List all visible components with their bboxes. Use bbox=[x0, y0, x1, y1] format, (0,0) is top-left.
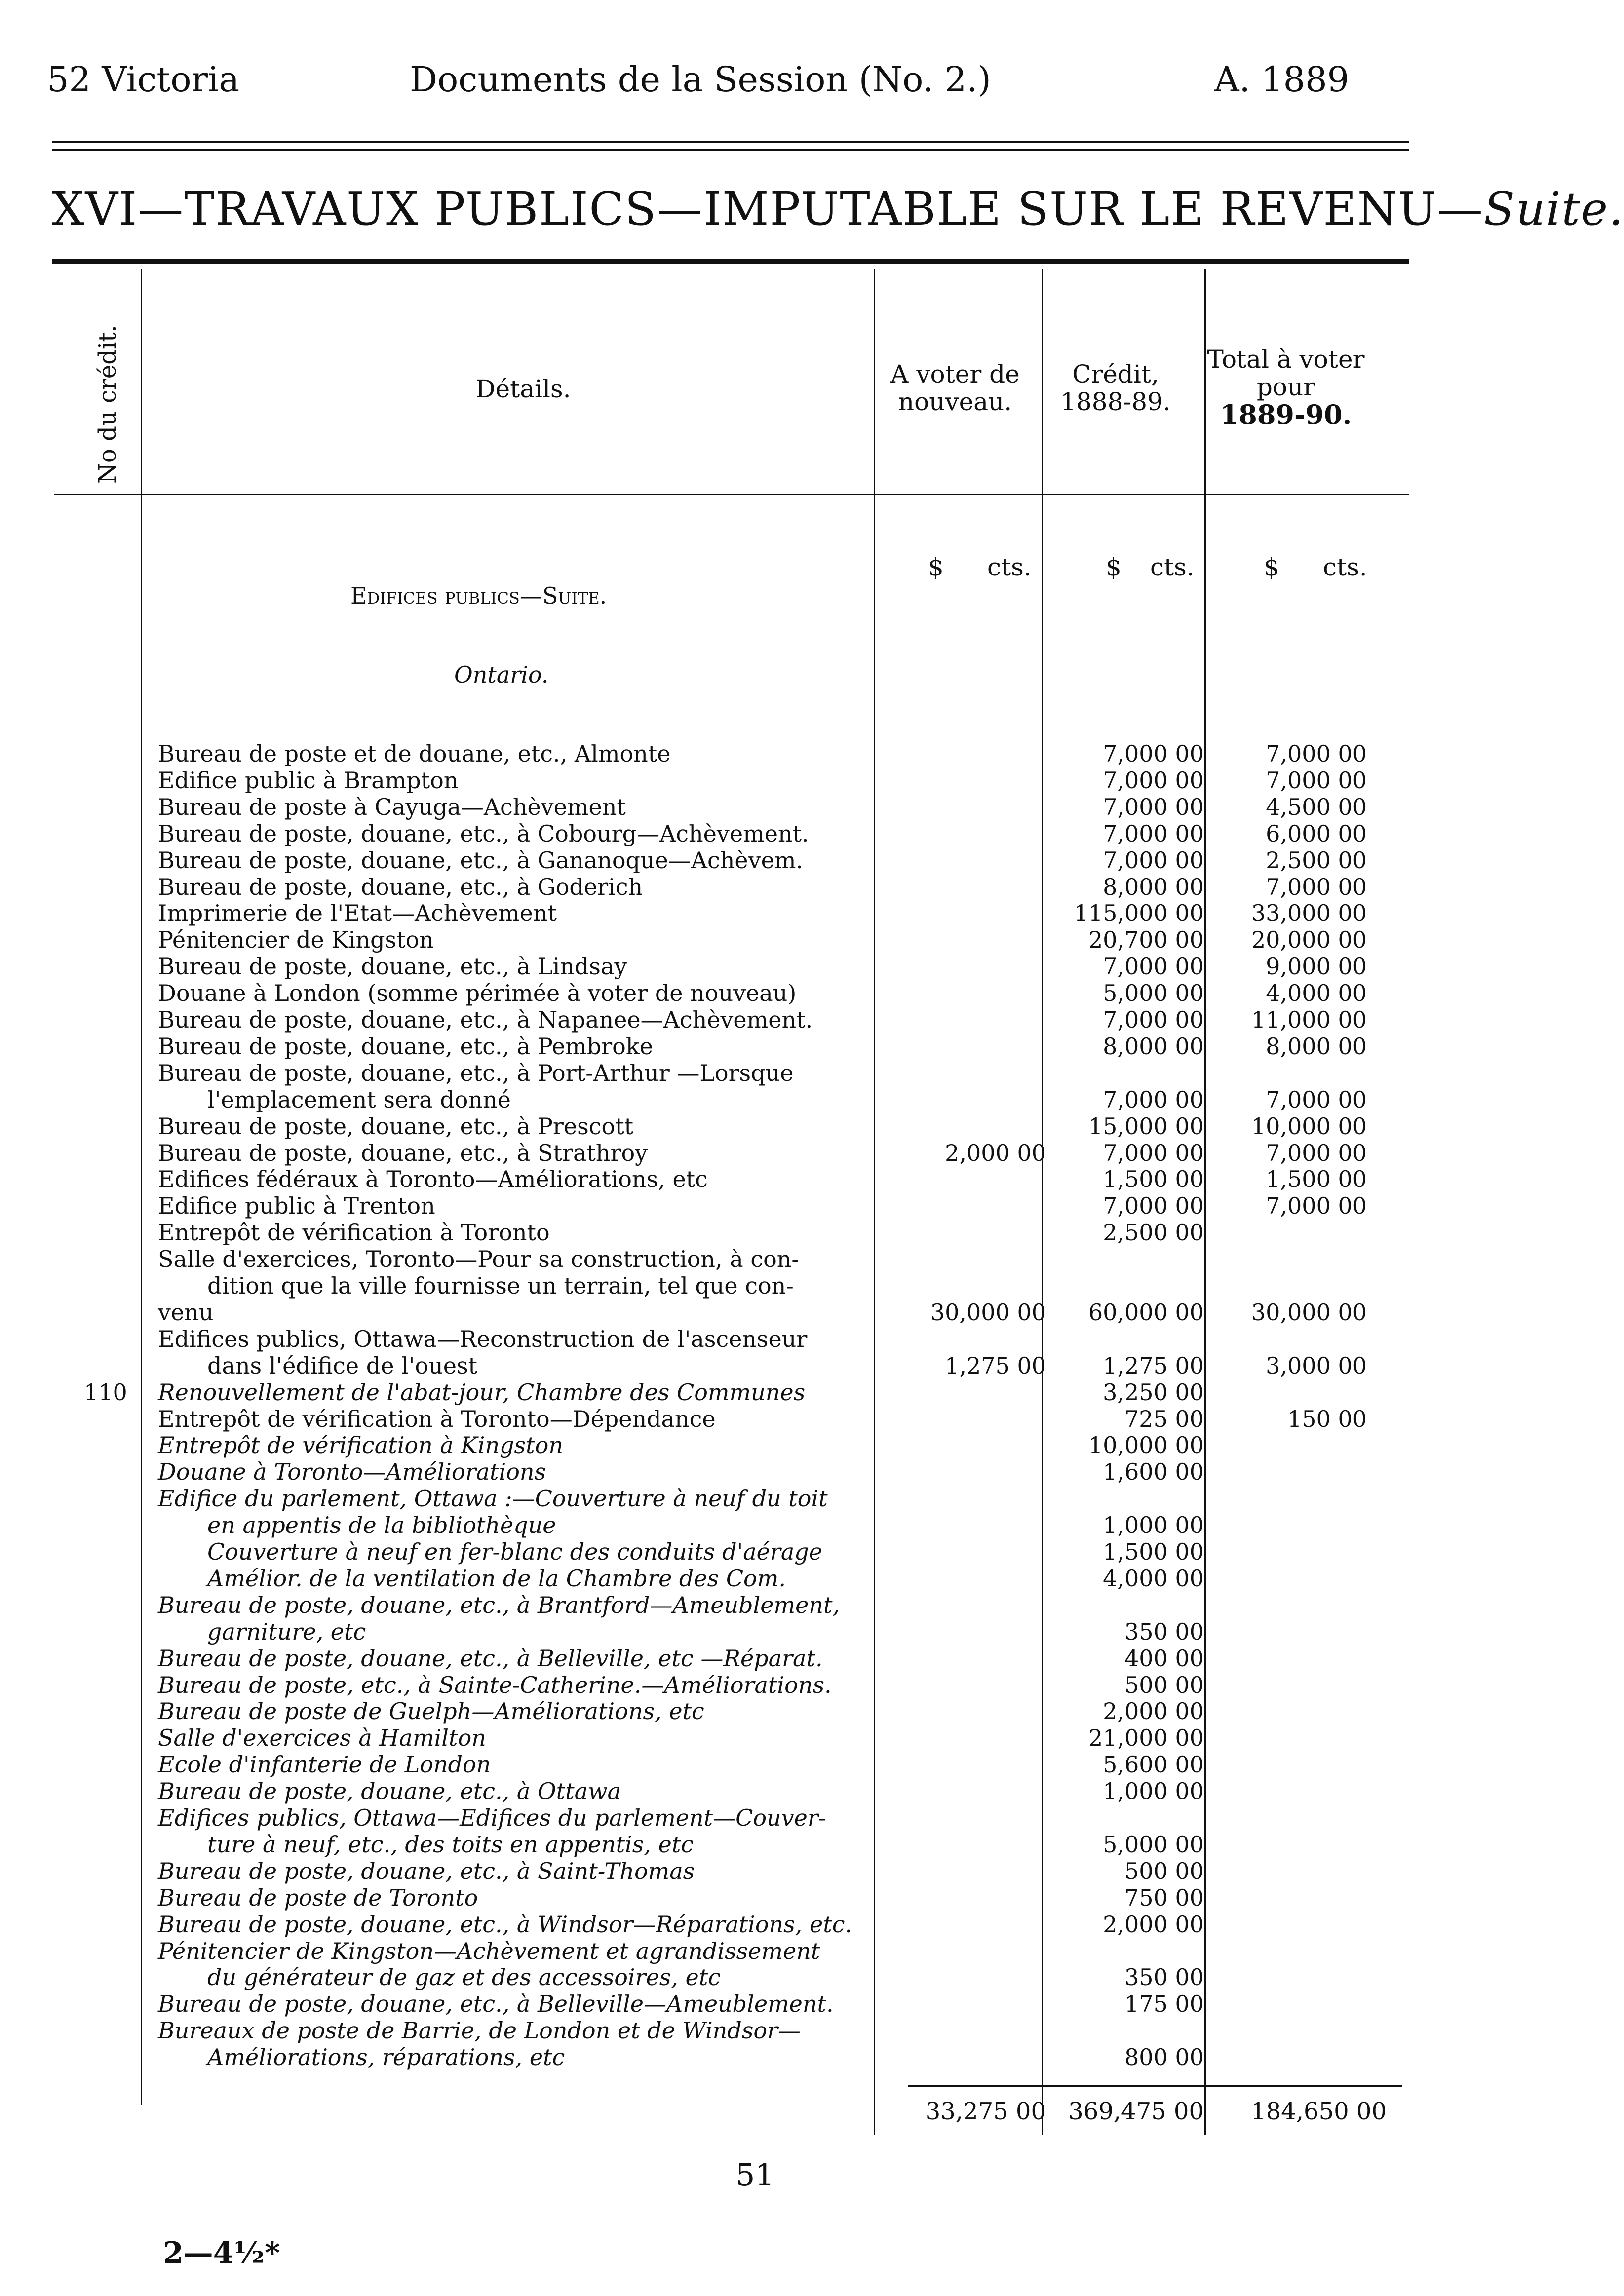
row-details-text: l'emplacement sera donné bbox=[207, 1086, 511, 1113]
row-details bbox=[158, 1884, 889, 1911]
row-value-credit: 115,000 00 bbox=[1074, 900, 1204, 927]
row-value-credit: 60,000 00 bbox=[1088, 1299, 1204, 1326]
row-details-text: Pénitencier de Kingston—Achèvement et agrandissement bbox=[158, 1937, 820, 1964]
row-details-text: Edifices publics, Ottawa—Reconstruction de l'ascenseur bbox=[158, 1325, 808, 1352]
row-details-text: Bureau de poste, douane, etc., à Prescott bbox=[158, 1112, 634, 1140]
row-value-credit: 1,000 00 bbox=[1103, 1778, 1204, 1805]
row-value-credit: 1,000 00 bbox=[1103, 1512, 1204, 1539]
footer-mark: 2—4½* bbox=[163, 2236, 280, 2270]
row-details bbox=[158, 1033, 889, 1060]
row-details-text: Bureau de poste, douane, etc., à Brantford—Ameublement, bbox=[158, 1591, 840, 1618]
title-suffix: Suite. bbox=[1483, 183, 1624, 235]
row-details-text: Renouvellement de l'abat-jour, Chambre des Communes bbox=[158, 1378, 806, 1406]
row-details-text: Bureau de poste de Guelph—Améliorations, etc bbox=[158, 1698, 704, 1725]
row-value-credit: 5,600 00 bbox=[1103, 1751, 1204, 1778]
row-details-text: Salle d'exercices à Hamilton bbox=[158, 1724, 486, 1752]
row-value-credit: 7,000 00 bbox=[1103, 766, 1204, 794]
table-row bbox=[0, 1645, 1461, 1671]
table-row bbox=[0, 953, 1461, 979]
row-details-text: Edifices fédéraux à Toronto—Améliorations, etc bbox=[158, 1166, 708, 1193]
row-details bbox=[158, 847, 889, 874]
row-details bbox=[158, 740, 889, 767]
row-details-text: Douane à Toronto—Améliorations bbox=[158, 1458, 546, 1486]
row-details-text: ture à neuf, etc., des toits en appentis, etc bbox=[207, 1831, 694, 1858]
row-value-total: 6,000 00 bbox=[1266, 820, 1367, 847]
row-value-credit: 400 00 bbox=[1124, 1645, 1204, 1672]
table-row bbox=[0, 1379, 1461, 1405]
table-row bbox=[0, 1246, 1461, 1272]
row-value-credit: 2,000 00 bbox=[1103, 1698, 1204, 1725]
column-num-header: No du crédit. bbox=[94, 325, 121, 484]
row-details bbox=[158, 900, 889, 926]
header-rule-top bbox=[52, 141, 1409, 143]
row-details bbox=[158, 1990, 889, 2017]
table-row bbox=[0, 820, 1461, 846]
row-details-text: en appentis de la bibliothèque bbox=[207, 1512, 556, 1539]
row-details bbox=[158, 1192, 889, 1219]
table-row bbox=[0, 1724, 1461, 1751]
column-total-header bbox=[1204, 345, 1367, 428]
row-details bbox=[207, 1964, 889, 1990]
row-value-credit: 2,500 00 bbox=[1103, 1219, 1204, 1246]
row-value-credit: 1,500 00 bbox=[1103, 1166, 1204, 1193]
header-left: 52 Victoria bbox=[47, 59, 240, 100]
row-details-text: Bureau de poste, douane, etc., à Port-Arthur —Lorsque bbox=[158, 1059, 794, 1086]
table-row bbox=[0, 1512, 1461, 1538]
row-details-text: Edifice public à Trenton bbox=[158, 1192, 435, 1220]
row-value-total: 9,000 00 bbox=[1266, 953, 1367, 980]
unit-dollar-b: $ bbox=[1106, 553, 1121, 581]
row-value-credit: 7,000 00 bbox=[1103, 846, 1204, 874]
table-row bbox=[0, 1299, 1461, 1325]
row-details bbox=[207, 1272, 889, 1299]
total-b: 369,475 00 bbox=[1068, 2098, 1204, 2125]
row-value-credit: 175 00 bbox=[1124, 1990, 1204, 2018]
column-credit-header: Crédit, 1888-89. bbox=[1060, 360, 1171, 416]
table-row bbox=[0, 900, 1461, 926]
row-value-credit: 800 00 bbox=[1124, 2044, 1204, 2071]
row-details-text: Bureaux de poste de Barrie, de London et de Windsor— bbox=[158, 2017, 801, 2044]
header-right: A. 1889 bbox=[1214, 59, 1350, 100]
row-value-total: 8,000 00 bbox=[1266, 1033, 1367, 1060]
row-value-credit: 15,000 00 bbox=[1088, 1112, 1204, 1140]
row-value-total: 4,000 00 bbox=[1266, 980, 1367, 1007]
row-details bbox=[158, 1432, 889, 1458]
row-details bbox=[158, 1006, 889, 1033]
header-center: Documents de la Session (No. 2.) bbox=[410, 59, 991, 100]
table-row bbox=[0, 1033, 1461, 1059]
row-details bbox=[158, 1326, 889, 1352]
row-details-text: Bureau de poste, douane, etc., à Cobourg—Achèvement. bbox=[158, 820, 809, 847]
row-value-credit: 7,000 00 bbox=[1103, 1086, 1204, 1113]
table-row bbox=[0, 1140, 1461, 1166]
row-details-text: dition que la ville fournisse un terrain, tel que con- bbox=[207, 1272, 794, 1299]
row-details bbox=[158, 1645, 889, 1672]
row-details-text: Bureau de poste, douane, etc., à Goderich bbox=[158, 873, 643, 900]
row-value-credit: 500 00 bbox=[1124, 1671, 1204, 1698]
row-details-text: Douane à London (somme périmée à voter de nouveau) bbox=[158, 980, 797, 1007]
row-details bbox=[158, 1060, 889, 1086]
row-details bbox=[158, 1724, 889, 1751]
credit-number: 110 bbox=[84, 1378, 127, 1406]
row-details-text: venu bbox=[158, 1299, 214, 1326]
table-row bbox=[0, 1565, 1461, 1591]
table-row bbox=[0, 1964, 1461, 1990]
row-details-text: Amélior. de la ventilation de la Chambre des Com. bbox=[207, 1565, 786, 1592]
row-value-credit: 1,600 00 bbox=[1103, 1458, 1204, 1486]
row-details-text: Bureau de poste, douane, etc., à Saint-Thomas bbox=[158, 1857, 695, 1884]
page-title bbox=[52, 183, 1624, 235]
table-row bbox=[0, 2017, 1461, 2043]
table-row bbox=[0, 1006, 1461, 1033]
table-row bbox=[0, 1618, 1461, 1645]
row-details-text: Edifice public à Brampton bbox=[158, 766, 459, 794]
column-details-header: Détails. bbox=[475, 375, 571, 403]
row-value-credit: 7,000 00 bbox=[1103, 793, 1204, 820]
table-row bbox=[0, 926, 1461, 953]
row-details bbox=[207, 1565, 889, 1592]
row-details bbox=[158, 1751, 889, 1778]
table-row bbox=[0, 1326, 1461, 1352]
unit-dollar-c: $ bbox=[1264, 553, 1279, 581]
row-details bbox=[207, 1618, 889, 1645]
unit-cts-c: cts. bbox=[1323, 553, 1367, 581]
row-details bbox=[158, 1778, 889, 1804]
unit-cts-a: cts. bbox=[987, 553, 1032, 581]
row-details-text: Entrepôt de vérification à Toronto bbox=[158, 1219, 550, 1246]
row-details bbox=[158, 820, 889, 847]
row-value-a-voter: 30,000 00 bbox=[930, 1299, 1046, 1326]
row-value-total: 10,000 00 bbox=[1251, 1112, 1367, 1140]
row-details-text: Bureau de poste, douane, etc., à Lindsay bbox=[158, 953, 627, 980]
row-value-a-voter: 2,000 00 bbox=[945, 1139, 1046, 1166]
table-row bbox=[0, 1804, 1461, 1831]
table-row bbox=[0, 1219, 1461, 1245]
row-value-credit: 1,500 00 bbox=[1103, 1538, 1204, 1565]
row-details bbox=[158, 926, 889, 953]
row-details bbox=[158, 1458, 889, 1485]
table-row bbox=[0, 1938, 1461, 1964]
row-value-credit: 3,250 00 bbox=[1103, 1378, 1204, 1406]
row-value-credit: 7,000 00 bbox=[1103, 820, 1204, 847]
row-details-text: Bureau de poste, douane, etc., à Pembroke bbox=[158, 1033, 653, 1060]
row-details bbox=[158, 1140, 889, 1166]
row-details-text: Bureau de poste, douane, etc., à Belleville—Ameublement. bbox=[158, 1990, 834, 2018]
row-value-credit: 5,000 00 bbox=[1103, 1831, 1204, 1858]
column-total-line2: 1889-90. bbox=[1220, 399, 1352, 430]
section-edifices: Edifices publics—Suite. bbox=[350, 582, 607, 609]
row-details bbox=[158, 1804, 889, 1831]
row-value-credit: 350 00 bbox=[1124, 1964, 1204, 1991]
row-value-total: 4,500 00 bbox=[1266, 793, 1367, 820]
row-value-credit: 20,700 00 bbox=[1088, 926, 1204, 954]
table-row bbox=[0, 1272, 1461, 1299]
row-details-text: Pénitencier de Kingston bbox=[158, 926, 434, 954]
row-details bbox=[158, 1592, 889, 1618]
row-value-total: 7,000 00 bbox=[1266, 740, 1367, 767]
row-value-total: 11,000 00 bbox=[1251, 1006, 1367, 1033]
row-details bbox=[207, 1831, 889, 1858]
row-details-text: Bureau de poste à Cayuga—Achèvement bbox=[158, 793, 626, 820]
row-details bbox=[158, 1246, 889, 1272]
row-value-credit: 8,000 00 bbox=[1103, 1033, 1204, 1060]
table-row bbox=[0, 1458, 1461, 1485]
row-details bbox=[158, 1858, 889, 1884]
total-c: 184,650 00 bbox=[1251, 2098, 1387, 2125]
row-details-text: Salle d'exercices, Toronto—Pour sa construction, à con- bbox=[158, 1246, 799, 1273]
row-details-text: Bureau de poste, douane, etc., à Gananoque—Achèvem. bbox=[158, 846, 804, 874]
table-row bbox=[0, 1990, 1461, 2017]
row-value-a-voter: 1,275 00 bbox=[945, 1352, 1046, 1379]
title-main: XVI—TRAVAUX PUBLICS—IMPUTABLE SUR LE REVENU— bbox=[52, 183, 1484, 235]
row-value-credit: 7,000 00 bbox=[1103, 953, 1204, 980]
table-row bbox=[0, 847, 1461, 873]
row-details-text: Bureau de poste, douane, etc., à Napanee—Achèvement. bbox=[158, 1006, 813, 1033]
row-details-text: Entrepôt de vérification à Toronto—Dépendance bbox=[158, 1405, 716, 1432]
row-details-text: Bureau de poste, etc., à Sainte-Catherine.—Améliorations. bbox=[158, 1671, 832, 1698]
row-value-total: 7,000 00 bbox=[1266, 766, 1367, 794]
row-details-text: Bureau de poste, douane, etc., à Ottawa bbox=[158, 1778, 621, 1805]
row-details bbox=[158, 1698, 889, 1724]
table-row bbox=[0, 1086, 1461, 1112]
table-row bbox=[0, 1485, 1461, 1511]
row-details bbox=[158, 980, 889, 1006]
row-value-total: 7,000 00 bbox=[1266, 1139, 1367, 1166]
row-details-text: Edifice du parlement, Ottawa :—Couverture à neuf du toit bbox=[158, 1485, 828, 1512]
table-row bbox=[0, 1831, 1461, 1857]
row-details bbox=[158, 1672, 889, 1698]
table-row bbox=[0, 1778, 1461, 1804]
row-value-total: 20,000 00 bbox=[1251, 926, 1367, 954]
unit-dollar-a: $ bbox=[928, 553, 944, 581]
row-value-credit: 350 00 bbox=[1124, 1618, 1204, 1645]
table-row bbox=[0, 794, 1461, 820]
header-rule-bottom bbox=[52, 149, 1409, 151]
row-value-total: 7,000 00 bbox=[1266, 1192, 1367, 1220]
table-row bbox=[0, 1884, 1461, 1911]
row-details bbox=[158, 767, 889, 794]
table-row bbox=[0, 1672, 1461, 1698]
row-value-credit: 7,000 00 bbox=[1103, 1139, 1204, 1166]
row-value-total: 30,000 00 bbox=[1251, 1299, 1367, 1326]
row-details bbox=[207, 1512, 889, 1538]
total-a: 33,275 00 bbox=[925, 2098, 1046, 2125]
row-details bbox=[158, 1219, 889, 1246]
row-value-credit: 8,000 00 bbox=[1103, 873, 1204, 900]
table-row bbox=[0, 1406, 1461, 1432]
row-details-text: Bureau de poste, douane, etc., à Strathroy bbox=[158, 1139, 648, 1166]
row-details-text: Bureau de poste, douane, etc., à Belleville, etc —Réparat. bbox=[158, 1645, 823, 1672]
row-value-total: 33,000 00 bbox=[1251, 900, 1367, 927]
unit-cts-b: cts. bbox=[1150, 553, 1195, 581]
row-details bbox=[158, 1166, 889, 1192]
row-details-text: Bureau de poste, douane, etc., à Windsor—Réparations, etc. bbox=[158, 1911, 852, 1938]
row-details bbox=[158, 953, 889, 980]
row-details-text: Imprimerie de l'Etat—Achèvement bbox=[158, 900, 557, 927]
row-details-text: garniture, etc bbox=[207, 1618, 366, 1645]
row-value-credit: 10,000 00 bbox=[1088, 1432, 1204, 1459]
row-value-credit: 750 00 bbox=[1124, 1884, 1204, 1911]
table-row bbox=[0, 1858, 1461, 1884]
row-value-credit: 1,275 00 bbox=[1103, 1352, 1204, 1379]
table-row bbox=[0, 1192, 1461, 1219]
row-details bbox=[158, 794, 889, 820]
table-row bbox=[0, 767, 1461, 793]
row-value-total: 7,000 00 bbox=[1266, 873, 1367, 900]
row-details bbox=[207, 1538, 889, 1565]
row-details-text: Edifices publics, Ottawa—Edifices du parlement—Couver- bbox=[158, 1804, 826, 1831]
row-value-credit: 2,000 00 bbox=[1103, 1911, 1204, 1938]
table-row bbox=[0, 1751, 1461, 1777]
row-details-text: dans l'édifice de l'ouest bbox=[207, 1352, 478, 1379]
row-details bbox=[158, 1938, 889, 1964]
row-value-total: 7,000 00 bbox=[1266, 1086, 1367, 1113]
table-row bbox=[0, 874, 1461, 900]
row-value-credit: 7,000 00 bbox=[1103, 740, 1204, 767]
table-row bbox=[0, 1113, 1461, 1139]
row-details-text: Couverture à neuf en fer-blanc des conduits d'aérage bbox=[207, 1538, 822, 1565]
row-details-text: Entrepôt de vérification à Kingston bbox=[158, 1432, 563, 1459]
table-row bbox=[0, 740, 1461, 766]
row-value-total: 150 00 bbox=[1287, 1405, 1367, 1432]
row-value-total: 2,500 00 bbox=[1266, 846, 1367, 874]
page-number: 51 bbox=[735, 2157, 774, 2193]
column-a-voter-header: A voter de nouveau. bbox=[890, 360, 1020, 416]
totals-rule bbox=[908, 2085, 1402, 2087]
row-value-credit: 5,000 00 bbox=[1103, 980, 1204, 1007]
table-row bbox=[0, 1166, 1461, 1192]
table-row bbox=[0, 1352, 1461, 1378]
table-row bbox=[0, 980, 1461, 1006]
row-value-credit: 7,000 00 bbox=[1103, 1006, 1204, 1033]
table-row bbox=[0, 1911, 1461, 1937]
section-ontario: Ontario. bbox=[454, 661, 549, 688]
row-details bbox=[207, 2044, 889, 2070]
row-details bbox=[158, 2017, 889, 2044]
table-row bbox=[0, 1592, 1461, 1618]
table-row bbox=[0, 1698, 1461, 1724]
row-details-text: Ecole d'infanterie de London bbox=[158, 1751, 491, 1778]
row-details-text: Bureau de poste de Toronto bbox=[158, 1884, 478, 1911]
row-value-total: 1,500 00 bbox=[1266, 1166, 1367, 1193]
table-row bbox=[0, 1060, 1461, 1086]
table-top-rule bbox=[52, 259, 1409, 264]
column-total-line1: Total à voter pour bbox=[1207, 345, 1365, 401]
row-details bbox=[158, 1911, 889, 1938]
row-details bbox=[158, 1299, 889, 1326]
table-row bbox=[0, 1432, 1461, 1458]
row-value-credit: 725 00 bbox=[1124, 1405, 1204, 1432]
row-details bbox=[158, 1406, 889, 1432]
row-details-text: Bureau de poste et de douane, etc., Almonte bbox=[158, 740, 671, 767]
row-value-credit: 4,000 00 bbox=[1103, 1565, 1204, 1592]
row-details-text: du générateur de gaz et des accessoires, etc bbox=[207, 1964, 721, 1991]
row-details bbox=[158, 1113, 889, 1140]
row-details bbox=[158, 1485, 889, 1512]
row-details bbox=[158, 1379, 889, 1406]
table-row bbox=[0, 1538, 1461, 1565]
row-value-total: 3,000 00 bbox=[1266, 1352, 1367, 1379]
table-row bbox=[0, 2044, 1461, 2070]
row-details bbox=[158, 874, 889, 900]
row-details-text: Améliorations, réparations, etc bbox=[207, 2044, 565, 2071]
row-value-credit: 7,000 00 bbox=[1103, 1192, 1204, 1220]
row-value-credit: 21,000 00 bbox=[1088, 1724, 1204, 1752]
header-bottom-rule bbox=[54, 494, 1409, 495]
row-details bbox=[207, 1086, 889, 1113]
row-value-credit: 500 00 bbox=[1124, 1857, 1204, 1884]
row-details bbox=[207, 1352, 889, 1379]
